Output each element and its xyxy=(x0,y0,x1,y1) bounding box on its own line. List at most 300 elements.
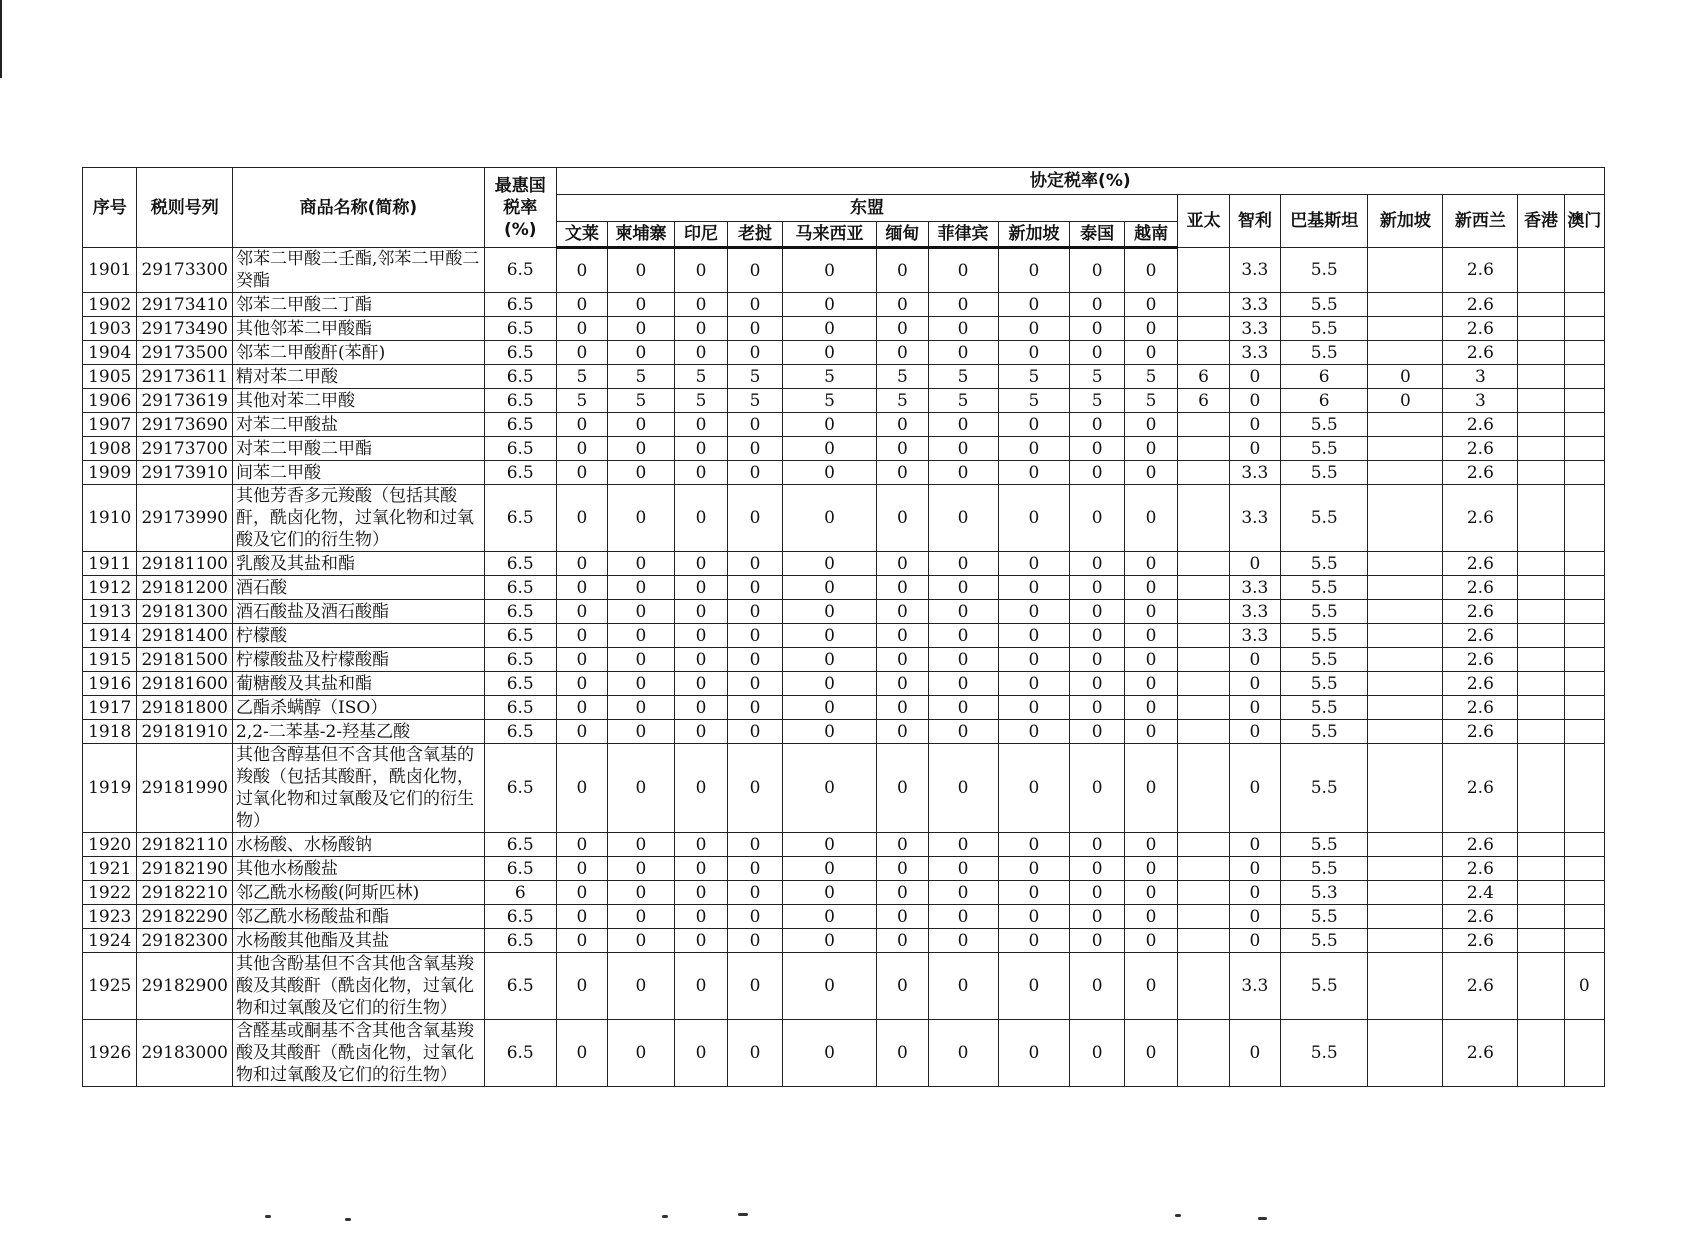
chile-rate-cell: 0 xyxy=(1229,648,1280,672)
pakistan-rate-cell: 5.3 xyxy=(1281,881,1368,905)
macau-rate-cell xyxy=(1564,672,1604,696)
apta-rate-cell xyxy=(1178,833,1229,857)
macau-rate-cell xyxy=(1564,744,1604,833)
header-asean-member: 印尼 xyxy=(674,222,727,248)
apta-rate-cell xyxy=(1178,696,1229,720)
mfn-rate-cell: 6.5 xyxy=(484,413,556,437)
asean-rate-cell: 0 xyxy=(608,485,675,552)
name-cell: 邻苯二甲酸酐(苯酐) xyxy=(233,341,485,365)
asean-rate-cell: 0 xyxy=(928,648,998,672)
chile-rate-cell: 0 xyxy=(1229,696,1280,720)
apta-rate-cell xyxy=(1178,648,1229,672)
apta-rate-cell xyxy=(1178,341,1229,365)
singapore-rate-cell xyxy=(1368,461,1443,485)
hong-kong-rate-cell xyxy=(1518,389,1564,413)
new-zealand-rate-cell: 2.6 xyxy=(1443,461,1518,485)
asean-rate-cell: 5 xyxy=(928,389,998,413)
asean-rate-cell: 0 xyxy=(728,552,782,576)
asean-rate-cell: 0 xyxy=(1124,833,1177,857)
asean-rate-cell: 0 xyxy=(928,341,998,365)
asean-rate-cell: 0 xyxy=(782,413,877,437)
asean-rate-cell: 0 xyxy=(998,552,1070,576)
pakistan-rate-cell: 5.5 xyxy=(1281,600,1368,624)
asean-rate-cell: 0 xyxy=(556,293,607,317)
macau-rate-cell xyxy=(1564,929,1604,953)
asean-rate-cell: 0 xyxy=(1070,857,1124,881)
macau-rate-cell xyxy=(1564,576,1604,600)
mfn-rate-cell: 6 xyxy=(484,881,556,905)
asean-rate-cell: 0 xyxy=(728,248,782,293)
mfn-rate-cell: 6.5 xyxy=(484,365,556,389)
code-cell: 29181100 xyxy=(137,552,233,576)
name-cell: 其他对苯二甲酸 xyxy=(233,389,485,413)
asean-rate-cell: 0 xyxy=(1070,317,1124,341)
asean-rate-cell: 0 xyxy=(928,600,998,624)
asean-rate-cell: 0 xyxy=(1124,1020,1177,1087)
new-zealand-rate-cell: 2.6 xyxy=(1443,485,1518,552)
asean-rate-cell: 0 xyxy=(674,672,727,696)
new-zealand-rate-cell: 2.6 xyxy=(1443,648,1518,672)
pakistan-rate-cell: 5.5 xyxy=(1281,905,1368,929)
asean-rate-cell: 0 xyxy=(674,413,727,437)
asean-rate-cell: 0 xyxy=(608,624,675,648)
asean-rate-cell: 0 xyxy=(608,341,675,365)
asean-rate-cell: 0 xyxy=(608,552,675,576)
asean-rate-cell: 0 xyxy=(674,552,727,576)
pakistan-rate-cell: 6 xyxy=(1281,389,1368,413)
seq-cell: 1914 xyxy=(83,624,137,648)
asean-rate-cell: 0 xyxy=(877,485,928,552)
mfn-rate-cell: 6.5 xyxy=(484,341,556,365)
asean-rate-cell: 0 xyxy=(928,953,998,1020)
asean-rate-cell: 0 xyxy=(556,881,607,905)
code-cell: 29173490 xyxy=(137,317,233,341)
code-cell: 29181400 xyxy=(137,624,233,648)
asean-rate-cell: 0 xyxy=(728,953,782,1020)
asean-rate-cell: 0 xyxy=(728,881,782,905)
asean-rate-cell: 0 xyxy=(556,341,607,365)
scan-speck xyxy=(662,1215,668,1218)
asean-rate-cell: 0 xyxy=(998,744,1070,833)
seq-cell: 1901 xyxy=(83,248,137,293)
asean-rate-cell: 0 xyxy=(928,576,998,600)
asean-rate-cell: 0 xyxy=(1124,293,1177,317)
asean-rate-cell: 0 xyxy=(782,576,877,600)
singapore-rate-cell xyxy=(1368,293,1443,317)
asean-rate-cell: 0 xyxy=(1070,485,1124,552)
seq-cell: 1916 xyxy=(83,672,137,696)
asean-rate-cell: 0 xyxy=(877,413,928,437)
asean-rate-cell: 0 xyxy=(1124,576,1177,600)
pakistan-rate-cell: 5.5 xyxy=(1281,552,1368,576)
hong-kong-rate-cell xyxy=(1518,929,1564,953)
asean-rate-cell: 0 xyxy=(608,672,675,696)
mfn-rate-cell: 6.5 xyxy=(484,833,556,857)
singapore-rate-cell xyxy=(1368,1020,1443,1087)
asean-rate-cell: 0 xyxy=(928,1020,998,1087)
asean-rate-cell: 0 xyxy=(1124,720,1177,744)
hong-kong-rate-cell xyxy=(1518,648,1564,672)
new-zealand-rate-cell: 2.6 xyxy=(1443,413,1518,437)
chile-rate-cell: 0 xyxy=(1229,857,1280,881)
header-asean-member: 文莱 xyxy=(556,222,607,248)
code-cell: 29182110 xyxy=(137,833,233,857)
asean-rate-cell: 0 xyxy=(608,720,675,744)
asean-rate-cell: 0 xyxy=(1124,317,1177,341)
mfn-rate-cell: 6.5 xyxy=(484,720,556,744)
asean-rate-cell: 0 xyxy=(1070,696,1124,720)
asean-rate-cell: 5 xyxy=(728,389,782,413)
macau-rate-cell xyxy=(1564,696,1604,720)
asean-rate-cell: 0 xyxy=(1070,1020,1124,1087)
name-cell: 乙酯杀螨醇（ISO） xyxy=(233,696,485,720)
mfn-rate-cell: 6.5 xyxy=(484,857,556,881)
asean-rate-cell: 5 xyxy=(877,365,928,389)
asean-rate-cell: 0 xyxy=(928,905,998,929)
new-zealand-rate-cell: 2.6 xyxy=(1443,293,1518,317)
header-new-zealand: 新西兰 xyxy=(1443,195,1518,248)
table-header xyxy=(83,168,1605,248)
asean-rate-cell: 0 xyxy=(1070,953,1124,1020)
asean-rate-cell: 0 xyxy=(877,648,928,672)
pakistan-rate-cell: 5.5 xyxy=(1281,648,1368,672)
asean-rate-cell: 0 xyxy=(728,461,782,485)
seq-cell: 1923 xyxy=(83,905,137,929)
chile-rate-cell: 0 xyxy=(1229,437,1280,461)
asean-rate-cell: 0 xyxy=(674,624,727,648)
hong-kong-rate-cell xyxy=(1518,293,1564,317)
asean-rate-cell: 0 xyxy=(608,317,675,341)
name-cell: 柠檬酸盐及柠檬酸酯 xyxy=(233,648,485,672)
asean-rate-cell: 5 xyxy=(1124,389,1177,413)
asean-rate-cell: 0 xyxy=(556,461,607,485)
asean-rate-cell: 0 xyxy=(728,720,782,744)
header-asean-member: 老挝 xyxy=(728,222,782,248)
asean-rate-cell: 0 xyxy=(1124,413,1177,437)
asean-rate-cell: 0 xyxy=(674,953,727,1020)
asean-rate-cell: 0 xyxy=(674,576,727,600)
chile-rate-cell: 0 xyxy=(1229,389,1280,413)
asean-rate-cell: 0 xyxy=(674,929,727,953)
name-cell: 其他含酚基但不含其他含氧基羧酸及其酸酐（酰卤化物，过氧化物和过氧酸及它们的衍生物） xyxy=(233,953,485,1020)
asean-rate-cell: 0 xyxy=(556,437,607,461)
new-zealand-rate-cell: 2.4 xyxy=(1443,881,1518,905)
asean-rate-cell: 0 xyxy=(782,461,877,485)
asean-rate-cell: 0 xyxy=(674,248,727,293)
asean-rate-cell: 0 xyxy=(928,929,998,953)
code-cell: 29181500 xyxy=(137,648,233,672)
mfn-rate-cell: 6.5 xyxy=(484,905,556,929)
seq-cell: 1925 xyxy=(83,953,137,1020)
asean-rate-cell: 0 xyxy=(1124,437,1177,461)
name-cell: 水杨酸其他酯及其盐 xyxy=(233,929,485,953)
asean-rate-cell: 0 xyxy=(1070,341,1124,365)
hong-kong-rate-cell xyxy=(1518,437,1564,461)
chile-rate-cell: 0 xyxy=(1229,672,1280,696)
asean-rate-cell: 0 xyxy=(998,905,1070,929)
asean-rate-cell: 0 xyxy=(1070,833,1124,857)
apta-rate-cell xyxy=(1178,929,1229,953)
chile-rate-cell: 0 xyxy=(1229,929,1280,953)
apta-rate-cell xyxy=(1178,485,1229,552)
asean-rate-cell: 0 xyxy=(674,437,727,461)
hong-kong-rate-cell xyxy=(1518,485,1564,552)
header-asean-member: 菲律宾 xyxy=(928,222,998,248)
asean-rate-cell: 0 xyxy=(556,413,607,437)
asean-rate-cell: 0 xyxy=(728,672,782,696)
singapore-rate-cell: 0 xyxy=(1368,365,1443,389)
singapore-rate-cell xyxy=(1368,437,1443,461)
asean-rate-cell: 0 xyxy=(556,905,607,929)
asean-rate-cell: 0 xyxy=(608,248,675,293)
asean-rate-cell: 0 xyxy=(782,881,877,905)
header-name: 商品名称(简称) xyxy=(233,168,485,248)
asean-rate-cell: 0 xyxy=(998,648,1070,672)
table-row xyxy=(83,857,1605,881)
hong-kong-rate-cell xyxy=(1518,552,1564,576)
macau-rate-cell xyxy=(1564,437,1604,461)
hong-kong-rate-cell xyxy=(1518,672,1564,696)
asean-rate-cell: 0 xyxy=(877,929,928,953)
asean-rate-cell: 0 xyxy=(877,833,928,857)
asean-rate-cell: 0 xyxy=(608,576,675,600)
chile-rate-cell: 0 xyxy=(1229,905,1280,929)
code-cell: 29173611 xyxy=(137,365,233,389)
asean-rate-cell: 0 xyxy=(1070,881,1124,905)
asean-rate-cell: 0 xyxy=(782,905,877,929)
asean-rate-cell: 0 xyxy=(674,293,727,317)
asean-rate-cell: 0 xyxy=(877,624,928,648)
code-cell: 29173410 xyxy=(137,293,233,317)
code-cell: 29182190 xyxy=(137,857,233,881)
code-cell: 29181600 xyxy=(137,672,233,696)
asean-rate-cell: 0 xyxy=(728,929,782,953)
asean-rate-cell: 0 xyxy=(928,552,998,576)
hong-kong-rate-cell xyxy=(1518,953,1564,1020)
asean-rate-cell: 0 xyxy=(1124,881,1177,905)
macau-rate-cell xyxy=(1564,857,1604,881)
header-mfn-line3: (%) xyxy=(503,219,537,240)
singapore-rate-cell xyxy=(1368,929,1443,953)
mfn-rate-cell: 6.5 xyxy=(484,389,556,413)
header-asean-member: 新加坡 xyxy=(998,222,1070,248)
chile-rate-cell: 3.3 xyxy=(1229,461,1280,485)
code-cell: 29173300 xyxy=(137,248,233,293)
seq-cell: 1920 xyxy=(83,833,137,857)
asean-rate-cell: 0 xyxy=(1070,905,1124,929)
name-cell: 其他含醇基但不含其他含氧基的羧酸（包括其酸酐，酰卤化物，过氧化物和过氧酸及它们的衍生物） xyxy=(233,744,485,833)
asean-rate-cell: 0 xyxy=(556,929,607,953)
name-cell: 间苯二甲酸 xyxy=(233,461,485,485)
singapore-rate-cell xyxy=(1368,953,1443,1020)
pakistan-rate-cell: 5.5 xyxy=(1281,953,1368,1020)
asean-rate-cell: 5 xyxy=(928,365,998,389)
asean-rate-cell: 0 xyxy=(998,341,1070,365)
table-row xyxy=(83,437,1605,461)
seq-cell: 1913 xyxy=(83,600,137,624)
pakistan-rate-cell: 5.5 xyxy=(1281,929,1368,953)
asean-rate-cell: 0 xyxy=(998,857,1070,881)
macau-rate-cell xyxy=(1564,720,1604,744)
table-row xyxy=(83,1020,1605,1087)
singapore-rate-cell: 0 xyxy=(1368,389,1443,413)
apta-rate-cell xyxy=(1178,437,1229,461)
seq-cell: 1918 xyxy=(83,720,137,744)
header-agreement: 协定税率(%) xyxy=(556,168,1604,195)
name-cell: 2,2-二苯基-2-羟基乙酸 xyxy=(233,720,485,744)
asean-rate-cell: 0 xyxy=(998,833,1070,857)
asean-rate-cell: 0 xyxy=(998,881,1070,905)
chile-rate-cell: 3.3 xyxy=(1229,953,1280,1020)
mfn-rate-cell: 6.5 xyxy=(484,293,556,317)
asean-rate-cell: 0 xyxy=(928,672,998,696)
name-cell: 酒石酸盐及酒石酸酯 xyxy=(233,600,485,624)
code-cell: 29181300 xyxy=(137,600,233,624)
table-row xyxy=(83,293,1605,317)
chile-rate-cell: 3.3 xyxy=(1229,624,1280,648)
name-cell: 对苯二甲酸盐 xyxy=(233,413,485,437)
asean-rate-cell: 0 xyxy=(556,696,607,720)
asean-rate-cell: 0 xyxy=(674,317,727,341)
table-row xyxy=(83,905,1605,929)
code-cell: 29181910 xyxy=(137,720,233,744)
code-cell: 29182290 xyxy=(137,905,233,929)
asean-rate-cell: 0 xyxy=(928,293,998,317)
asean-rate-cell: 0 xyxy=(782,648,877,672)
asean-rate-cell: 0 xyxy=(608,696,675,720)
header-pakistan: 巴基斯坦 xyxy=(1281,195,1368,248)
code-cell: 29182900 xyxy=(137,953,233,1020)
name-cell: 其他芳香多元羧酸（包括其酸酐，酰卤化物，过氧化物和过氧酸及它们的衍生物） xyxy=(233,485,485,552)
chile-rate-cell: 0 xyxy=(1229,365,1280,389)
singapore-rate-cell xyxy=(1368,413,1443,437)
asean-rate-cell: 0 xyxy=(1124,953,1177,1020)
mfn-rate-cell: 6.5 xyxy=(484,672,556,696)
new-zealand-rate-cell: 2.6 xyxy=(1443,857,1518,881)
code-cell: 29173910 xyxy=(137,461,233,485)
asean-rate-cell: 0 xyxy=(998,437,1070,461)
name-cell: 酒石酸 xyxy=(233,576,485,600)
asean-rate-cell: 0 xyxy=(608,1020,675,1087)
table-row xyxy=(83,833,1605,857)
code-cell: 29181800 xyxy=(137,696,233,720)
asean-rate-cell: 5 xyxy=(782,365,877,389)
asean-rate-cell: 0 xyxy=(1124,648,1177,672)
new-zealand-rate-cell: 2.6 xyxy=(1443,905,1518,929)
asean-rate-cell: 0 xyxy=(928,833,998,857)
asean-rate-cell: 5 xyxy=(556,365,607,389)
asean-rate-cell: 0 xyxy=(877,576,928,600)
seq-cell: 1912 xyxy=(83,576,137,600)
singapore-rate-cell xyxy=(1368,576,1443,600)
singapore-rate-cell xyxy=(1368,905,1443,929)
asean-rate-cell: 0 xyxy=(1070,624,1124,648)
header-asean-member: 越南 xyxy=(1124,222,1177,248)
apta-rate-cell xyxy=(1178,600,1229,624)
mfn-rate-cell: 6.5 xyxy=(484,929,556,953)
table-row xyxy=(83,720,1605,744)
table-row xyxy=(83,389,1605,413)
asean-rate-cell: 0 xyxy=(674,833,727,857)
hong-kong-rate-cell xyxy=(1518,624,1564,648)
seq-cell: 1907 xyxy=(83,413,137,437)
asean-rate-cell: 0 xyxy=(728,576,782,600)
asean-rate-cell: 0 xyxy=(674,1020,727,1087)
asean-rate-cell: 0 xyxy=(674,720,727,744)
table-row xyxy=(83,341,1605,365)
singapore-rate-cell xyxy=(1368,881,1443,905)
mfn-rate-cell: 6.5 xyxy=(484,648,556,672)
pakistan-rate-cell: 5.5 xyxy=(1281,413,1368,437)
asean-rate-cell: 0 xyxy=(608,648,675,672)
hong-kong-rate-cell xyxy=(1518,317,1564,341)
apta-rate-cell xyxy=(1178,248,1229,293)
tariff-table xyxy=(82,167,1605,1087)
asean-rate-cell: 0 xyxy=(556,624,607,648)
seq-cell: 1911 xyxy=(83,552,137,576)
table-body xyxy=(83,248,1605,1087)
new-zealand-rate-cell: 2.6 xyxy=(1443,576,1518,600)
asean-rate-cell: 0 xyxy=(877,461,928,485)
asean-rate-cell: 0 xyxy=(728,905,782,929)
asean-rate-cell: 0 xyxy=(1070,744,1124,833)
asean-rate-cell: 0 xyxy=(608,293,675,317)
singapore-rate-cell xyxy=(1368,857,1443,881)
singapore-rate-cell xyxy=(1368,720,1443,744)
macau-rate-cell xyxy=(1564,365,1604,389)
chile-rate-cell: 0 xyxy=(1229,552,1280,576)
asean-rate-cell: 0 xyxy=(928,744,998,833)
new-zealand-rate-cell: 3 xyxy=(1443,389,1518,413)
asean-rate-cell: 0 xyxy=(608,833,675,857)
header-hong-kong: 香港 xyxy=(1518,195,1564,248)
asean-rate-cell: 0 xyxy=(1070,929,1124,953)
seq-cell: 1906 xyxy=(83,389,137,413)
mfn-rate-cell: 6.5 xyxy=(484,461,556,485)
table-row xyxy=(83,600,1605,624)
asean-rate-cell: 0 xyxy=(1124,552,1177,576)
asean-rate-cell: 5 xyxy=(998,365,1070,389)
scan-speck xyxy=(738,1213,748,1216)
seq-cell: 1904 xyxy=(83,341,137,365)
chile-rate-cell: 3.3 xyxy=(1229,317,1280,341)
asean-rate-cell: 0 xyxy=(1124,672,1177,696)
hong-kong-rate-cell xyxy=(1518,881,1564,905)
new-zealand-rate-cell: 2.6 xyxy=(1443,744,1518,833)
seq-cell: 1909 xyxy=(83,461,137,485)
hong-kong-rate-cell xyxy=(1518,413,1564,437)
asean-rate-cell: 0 xyxy=(1124,905,1177,929)
chile-rate-cell: 0 xyxy=(1229,720,1280,744)
asean-rate-cell: 5 xyxy=(728,365,782,389)
asean-rate-cell: 0 xyxy=(1070,720,1124,744)
new-zealand-rate-cell: 2.6 xyxy=(1443,953,1518,1020)
asean-rate-cell: 0 xyxy=(728,485,782,552)
new-zealand-rate-cell: 2.6 xyxy=(1443,624,1518,648)
asean-rate-cell: 0 xyxy=(608,953,675,1020)
asean-rate-cell: 0 xyxy=(1070,600,1124,624)
header-mfn-line2: 税率 xyxy=(503,197,538,218)
table-row xyxy=(83,672,1605,696)
singapore-rate-cell xyxy=(1368,341,1443,365)
header-asean: 东盟 xyxy=(556,195,1178,222)
asean-rate-cell: 0 xyxy=(928,248,998,293)
new-zealand-rate-cell: 2.6 xyxy=(1443,317,1518,341)
asean-rate-cell: 5 xyxy=(877,389,928,413)
asean-rate-cell: 0 xyxy=(998,672,1070,696)
asean-rate-cell: 0 xyxy=(728,1020,782,1087)
seq-cell: 1917 xyxy=(83,696,137,720)
